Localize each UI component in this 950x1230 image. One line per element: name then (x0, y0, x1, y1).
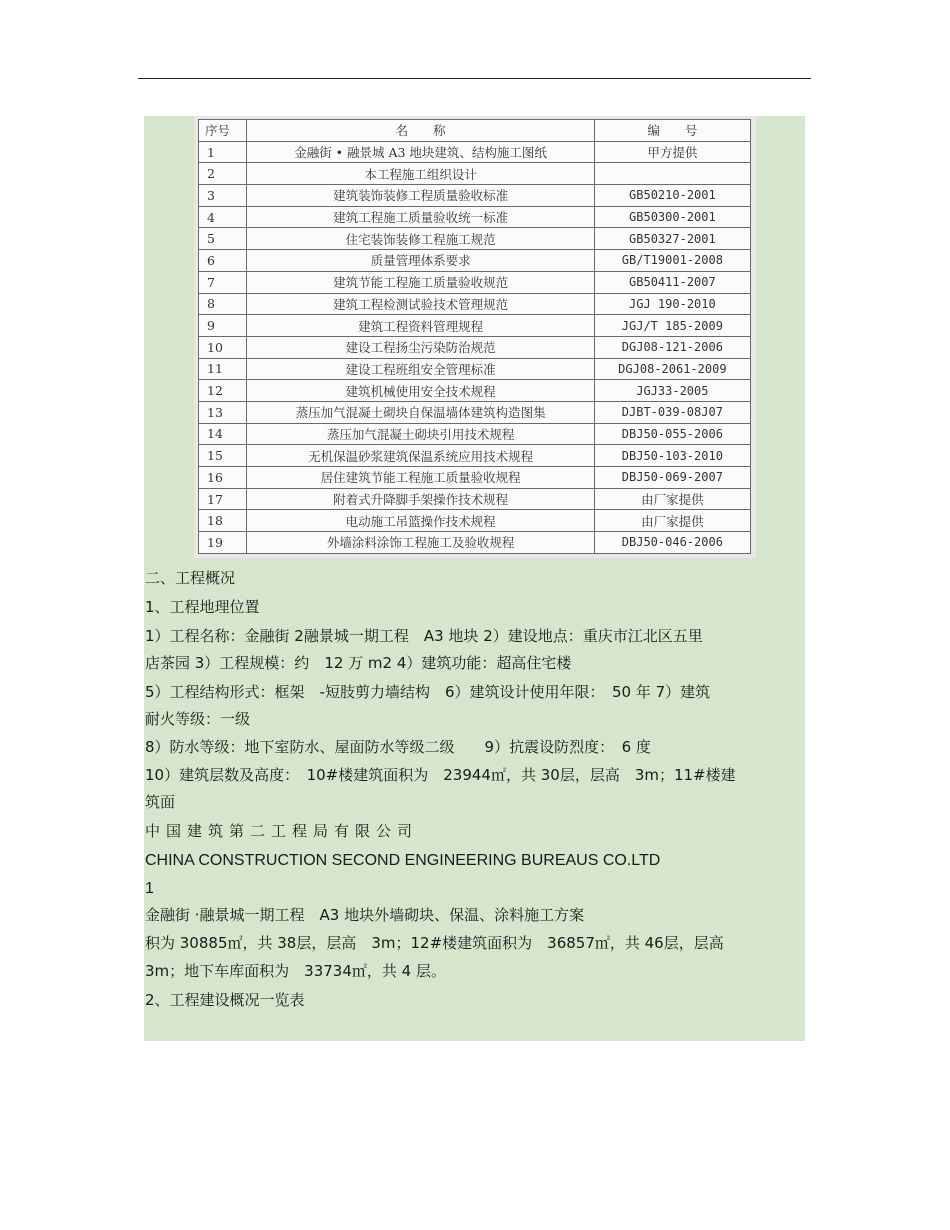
document-title: 金融街 ·融景城一期工程 A3 地块外墙砌块、保温、涂料施工方案 (145, 906, 585, 924)
subsection-heading: 2、工程建设概况一览表 (145, 991, 305, 1009)
row-name: 建筑节能工程施工质量验收规范 (247, 271, 594, 293)
row-index: 14 (199, 423, 247, 445)
paragraph-line: 8）防水等级：地下室防水、屋面防水等级二级 9）抗震设防烈度： 6 度 (145, 738, 651, 756)
row-index: 19 (199, 532, 247, 554)
row-index: 16 (199, 467, 247, 489)
row-index: 6 (199, 250, 247, 272)
row-code: DBJ50-103-2010 (594, 445, 750, 467)
table-row (199, 467, 751, 489)
paragraph-line: 耐火等级：一级 (145, 710, 251, 728)
row-index: 17 (199, 488, 247, 510)
row-name: 建设工程扬尘污染防治规范 (247, 336, 594, 358)
section-heading: 二、工程概况 (145, 569, 236, 587)
row-code: DJBT-039-08J07 (594, 401, 750, 423)
row-code: DBJ50-055-2006 (594, 423, 750, 445)
row-code: JGJ 190-2010 (594, 293, 750, 315)
table-row (199, 423, 751, 445)
paragraph-line: 5）工程结构形式：框架 -短肢剪力墙结构 6）建筑设计使用年限： 50 年 7）建筑 (145, 683, 711, 701)
paragraph-line: 店茶园 3）工程规模：约 12 万 m2 4）建筑功能：超高住宅楼 (145, 654, 572, 672)
page-number: 1 (145, 880, 154, 897)
table-row (199, 141, 751, 163)
row-index: 10 (199, 336, 247, 358)
table-row (199, 445, 751, 467)
header-name: 名 称 (247, 120, 594, 142)
table-row (199, 271, 751, 293)
row-name: 建筑机械使用安全技术规程 (247, 380, 594, 402)
row-name: 建筑工程检测试验技术管理规范 (247, 293, 594, 315)
paragraph-line: 积为 30885㎡，共 38层，层高 3m；12#楼建筑面积为 36857㎡，共 46层，层高 (145, 934, 724, 952)
header-rule (138, 78, 811, 79)
company-name-cn: 中国建筑第二工程局有限公司 (145, 822, 419, 840)
row-code: 由厂家提供 (594, 488, 750, 510)
row-code: GB/T19001-2008 (594, 250, 750, 272)
row-name: 电动施工吊篮操作技术规程 (247, 510, 594, 532)
row-name: 居住建筑节能工程施工质量验收规程 (247, 467, 594, 489)
standards-table (198, 119, 751, 554)
row-index: 1 (199, 141, 247, 163)
row-code: GB50327-2001 (594, 228, 750, 250)
row-index: 3 (199, 185, 247, 207)
row-code: GB50300-2001 (594, 206, 750, 228)
paragraph-line: 筑面 (145, 793, 176, 811)
document-body (144, 116, 805, 1041)
row-name: 金融街 • 融景城 A3 地块建筑、结构施工图纸 (247, 141, 594, 163)
row-code: GB50210-2001 (594, 185, 750, 207)
table-row (199, 228, 751, 250)
row-name: 住宅装饰装修工程施工规范 (247, 228, 594, 250)
row-index: 5 (199, 228, 247, 250)
row-code: JGJ/T 185-2009 (594, 315, 750, 337)
table-row (199, 185, 751, 207)
subsection-heading: 1、工程地理位置 (145, 598, 260, 616)
row-index: 15 (199, 445, 247, 467)
table-row (199, 163, 751, 185)
row-name: 建筑工程施工质量验收统一标准 (247, 206, 594, 228)
table-row (199, 293, 751, 315)
row-name: 附着式升降脚手架操作技术规程 (247, 488, 594, 510)
row-index: 18 (199, 510, 247, 532)
row-code: DGJ08-2061-2009 (594, 358, 750, 380)
table-body (199, 141, 751, 553)
table-row (199, 358, 751, 380)
header-code: 编 号 (594, 120, 750, 142)
paragraph-line: 3m；地下车库面积为 33734㎡，共 4 层。 (145, 962, 446, 980)
row-name: 蒸压加气混凝土砌块引用技术规程 (247, 423, 594, 445)
paragraph-line: 10）建筑层数及高度： 10#楼建筑面积为 23944㎡，共 30层，层高 3m；11#楼建 (145, 766, 736, 784)
table-row (199, 380, 751, 402)
row-code: DGJ08-121-2006 (594, 336, 750, 358)
row-index: 7 (199, 271, 247, 293)
row-name: 建筑工程资料管理规程 (247, 315, 594, 337)
row-code (594, 163, 750, 185)
row-index: 2 (199, 163, 247, 185)
table-row (199, 532, 751, 554)
table-row (199, 510, 751, 532)
table-row (199, 488, 751, 510)
table-header-row (199, 120, 751, 142)
row-index: 12 (199, 380, 247, 402)
row-code: DBJ50-069-2007 (594, 467, 750, 489)
table-row (199, 206, 751, 228)
table-row (199, 315, 751, 337)
row-name: 本工程施工组织设计 (247, 163, 594, 185)
standards-table-image (194, 116, 756, 558)
row-index: 13 (199, 401, 247, 423)
row-index: 9 (199, 315, 247, 337)
row-index: 11 (199, 358, 247, 380)
row-code: JGJ33-2005 (594, 380, 750, 402)
row-name: 蒸压加气混凝土砌块自保温墙体建筑构造图集 (247, 401, 594, 423)
row-code: DBJ50-046-2006 (594, 532, 750, 554)
row-name: 无机保温砂浆建筑保温系统应用技术规程 (247, 445, 594, 467)
row-name: 建设工程班组安全管理标准 (247, 358, 594, 380)
table-row (199, 401, 751, 423)
row-index: 4 (199, 206, 247, 228)
table-row (199, 250, 751, 272)
row-code: 甲方提供 (594, 141, 750, 163)
row-name: 外墙涂料涂饰工程施工及验收规程 (247, 532, 594, 554)
row-name: 质量管理体系要求 (247, 250, 594, 272)
paragraph-line: 1）工程名称：金融街 2融景城一期工程 A3 地块 2）建设地点：重庆市江北区五里 (145, 627, 703, 645)
row-index: 8 (199, 293, 247, 315)
company-name-en: CHINA CONSTRUCTION SECOND ENGINEERING BUREAUS CO.LTD (145, 852, 661, 869)
row-code: GB50411-2007 (594, 271, 750, 293)
header-index: 序号 (199, 120, 247, 142)
row-code: 由厂家提供 (594, 510, 750, 532)
row-name: 建筑装饰装修工程质量验收标准 (247, 185, 594, 207)
table-row (199, 336, 751, 358)
